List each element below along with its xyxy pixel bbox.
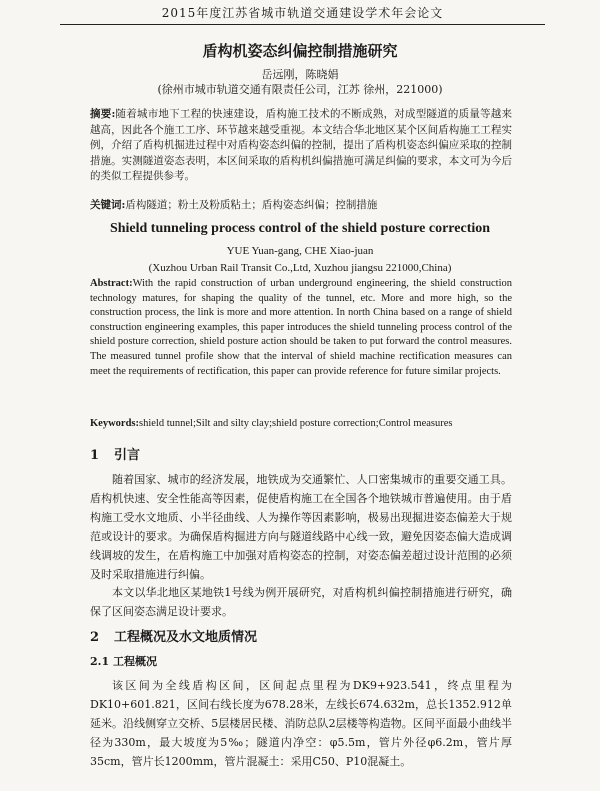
abstract-en: [90, 277, 512, 379]
keywords-cn-label: 关键词:: [90, 199, 126, 211]
abstract-cn-label: 摘要:: [90, 108, 116, 120]
abstract-en-text: With the rapid construction of urban underground engineering, the shield construction technology matures, for shaping the quality of the tunnel, etc. More and more high, so the construction process, the link is more and more attention. In north China based on a range of shield construction engineering examples, this paper introduces the shield tunneling process control of the shield posture correction, shield posture action should be taken to put forward the control measures. The measured tunnel profile show that the interval of shield machine rectification measures can meet the requirements of rectification, this paper can provide reference for future similar projects.: [90, 278, 512, 377]
abstract-cn: [90, 107, 512, 185]
affiliation-cn: (徐州市城市轨道交通有限责任公司，江苏 徐州，221000): [157, 83, 443, 96]
keywords-en-label: Keywords:: [90, 418, 139, 429]
section-2-number: 2: [90, 630, 100, 645]
section-1-paragraph-2: 本文以华北地区某地铁1号线为例开展研究，对盾构机纠偏控制措施进行研究，确保了区间姿态满足设计要求。: [90, 586, 512, 618]
section-2-1-heading: [90, 653, 157, 669]
abstract-cn-text: 随着城市地下工程的快速建设，盾构施工技术的不断成熟，对成型隧道的质量等越来越高，因此各个施工工序、环节越来越受重视。本文结合华北地区某个区间盾构施工工程实例，介绍了盾构机掘进过程中对盾构姿态纠偏的控制，提出了盾构机姿态纠偏应采取的控制措施。实测隧道姿态表明，本区间采取的盾构机纠偏措施可满足纠偏的要求，本文可为今后的类似工程提供参考。: [90, 108, 512, 182]
section-2-heading: [90, 626, 257, 645]
keywords-cn: [90, 197, 512, 212]
abstract-en-label: Abstract:: [90, 278, 133, 289]
keywords-en: [90, 418, 512, 429]
section-1-title: 引言: [114, 448, 141, 463]
section-2-1-title: 工程概况: [112, 655, 157, 668]
section-1-paragraph-1: 随着国家、城市的经济发展，地铁成为交通繁忙、人口密集城市的重要交通工具。盾构机快速、安全性能高等因素，促使盾构施工在全国各个地铁城市普遍使用。由于盾构施工受水文地质、小半径曲线、人为操作等因素影响，极易出现掘进姿态偏差大于规范或设计的要求。为确保盾构掘进方向与隧道线路中心线一致，避免因姿态偏大造成调线调坡的发生，在盾构施工中加强对盾构姿态的控制，对姿态偏差超过设计范围的必须及时采取措施进行纠偏。: [90, 473, 512, 581]
section-1-heading: [90, 444, 140, 463]
section-2-title: 工程概况及水文地质情况: [114, 630, 258, 645]
section-1-number: 1: [90, 448, 100, 463]
keywords-en-text: shield tunnel;Silt and silty clay;shield posture correction;Control measures: [139, 418, 453, 429]
section-2-1-number: 2.1: [90, 655, 110, 668]
section-2-1-paragraph: 该区间为全线盾构区间，区间起点里程为DK9+923.541，终点里程为DK10+601.821，区间右线长度为678.28米，左线长674.632m，总长1352.912单延米。沿线侧穿立交桥、5层楼居民楼、消防总队2层楼等构造物。区间平面最小曲线半径为330m，最大坡度为5‰；隧道内净空：φ5.5m，管片外径φ6.2m，管片厚35cm，管片长1200mm，管片混凝土：采用C50、P10混凝土。: [90, 679, 512, 768]
paper-title-cn: 盾构机姿态纠偏控制措施研究: [202, 42, 398, 60]
paper-title-en: Shield tunneling process control of the shield posture correction: [109, 221, 491, 236]
keywords-cn-text: 盾构隧道；粉土及粉质粘土；盾构姿态纠偏；控制措施: [125, 199, 378, 211]
running-header: 2015年度江苏省城市轨道交通建设学术年会论文: [60, 4, 545, 25]
authors-cn: 岳远刚，陈晓娟: [261, 68, 339, 81]
authors-en: YUE Yuan-gang, CHE Xiao-juan: [226, 245, 374, 257]
affiliation-en: (Xuzhou Urban Rail Transit Co.,Ltd, Xuzhou jiangsu 221000,China): [148, 262, 452, 274]
